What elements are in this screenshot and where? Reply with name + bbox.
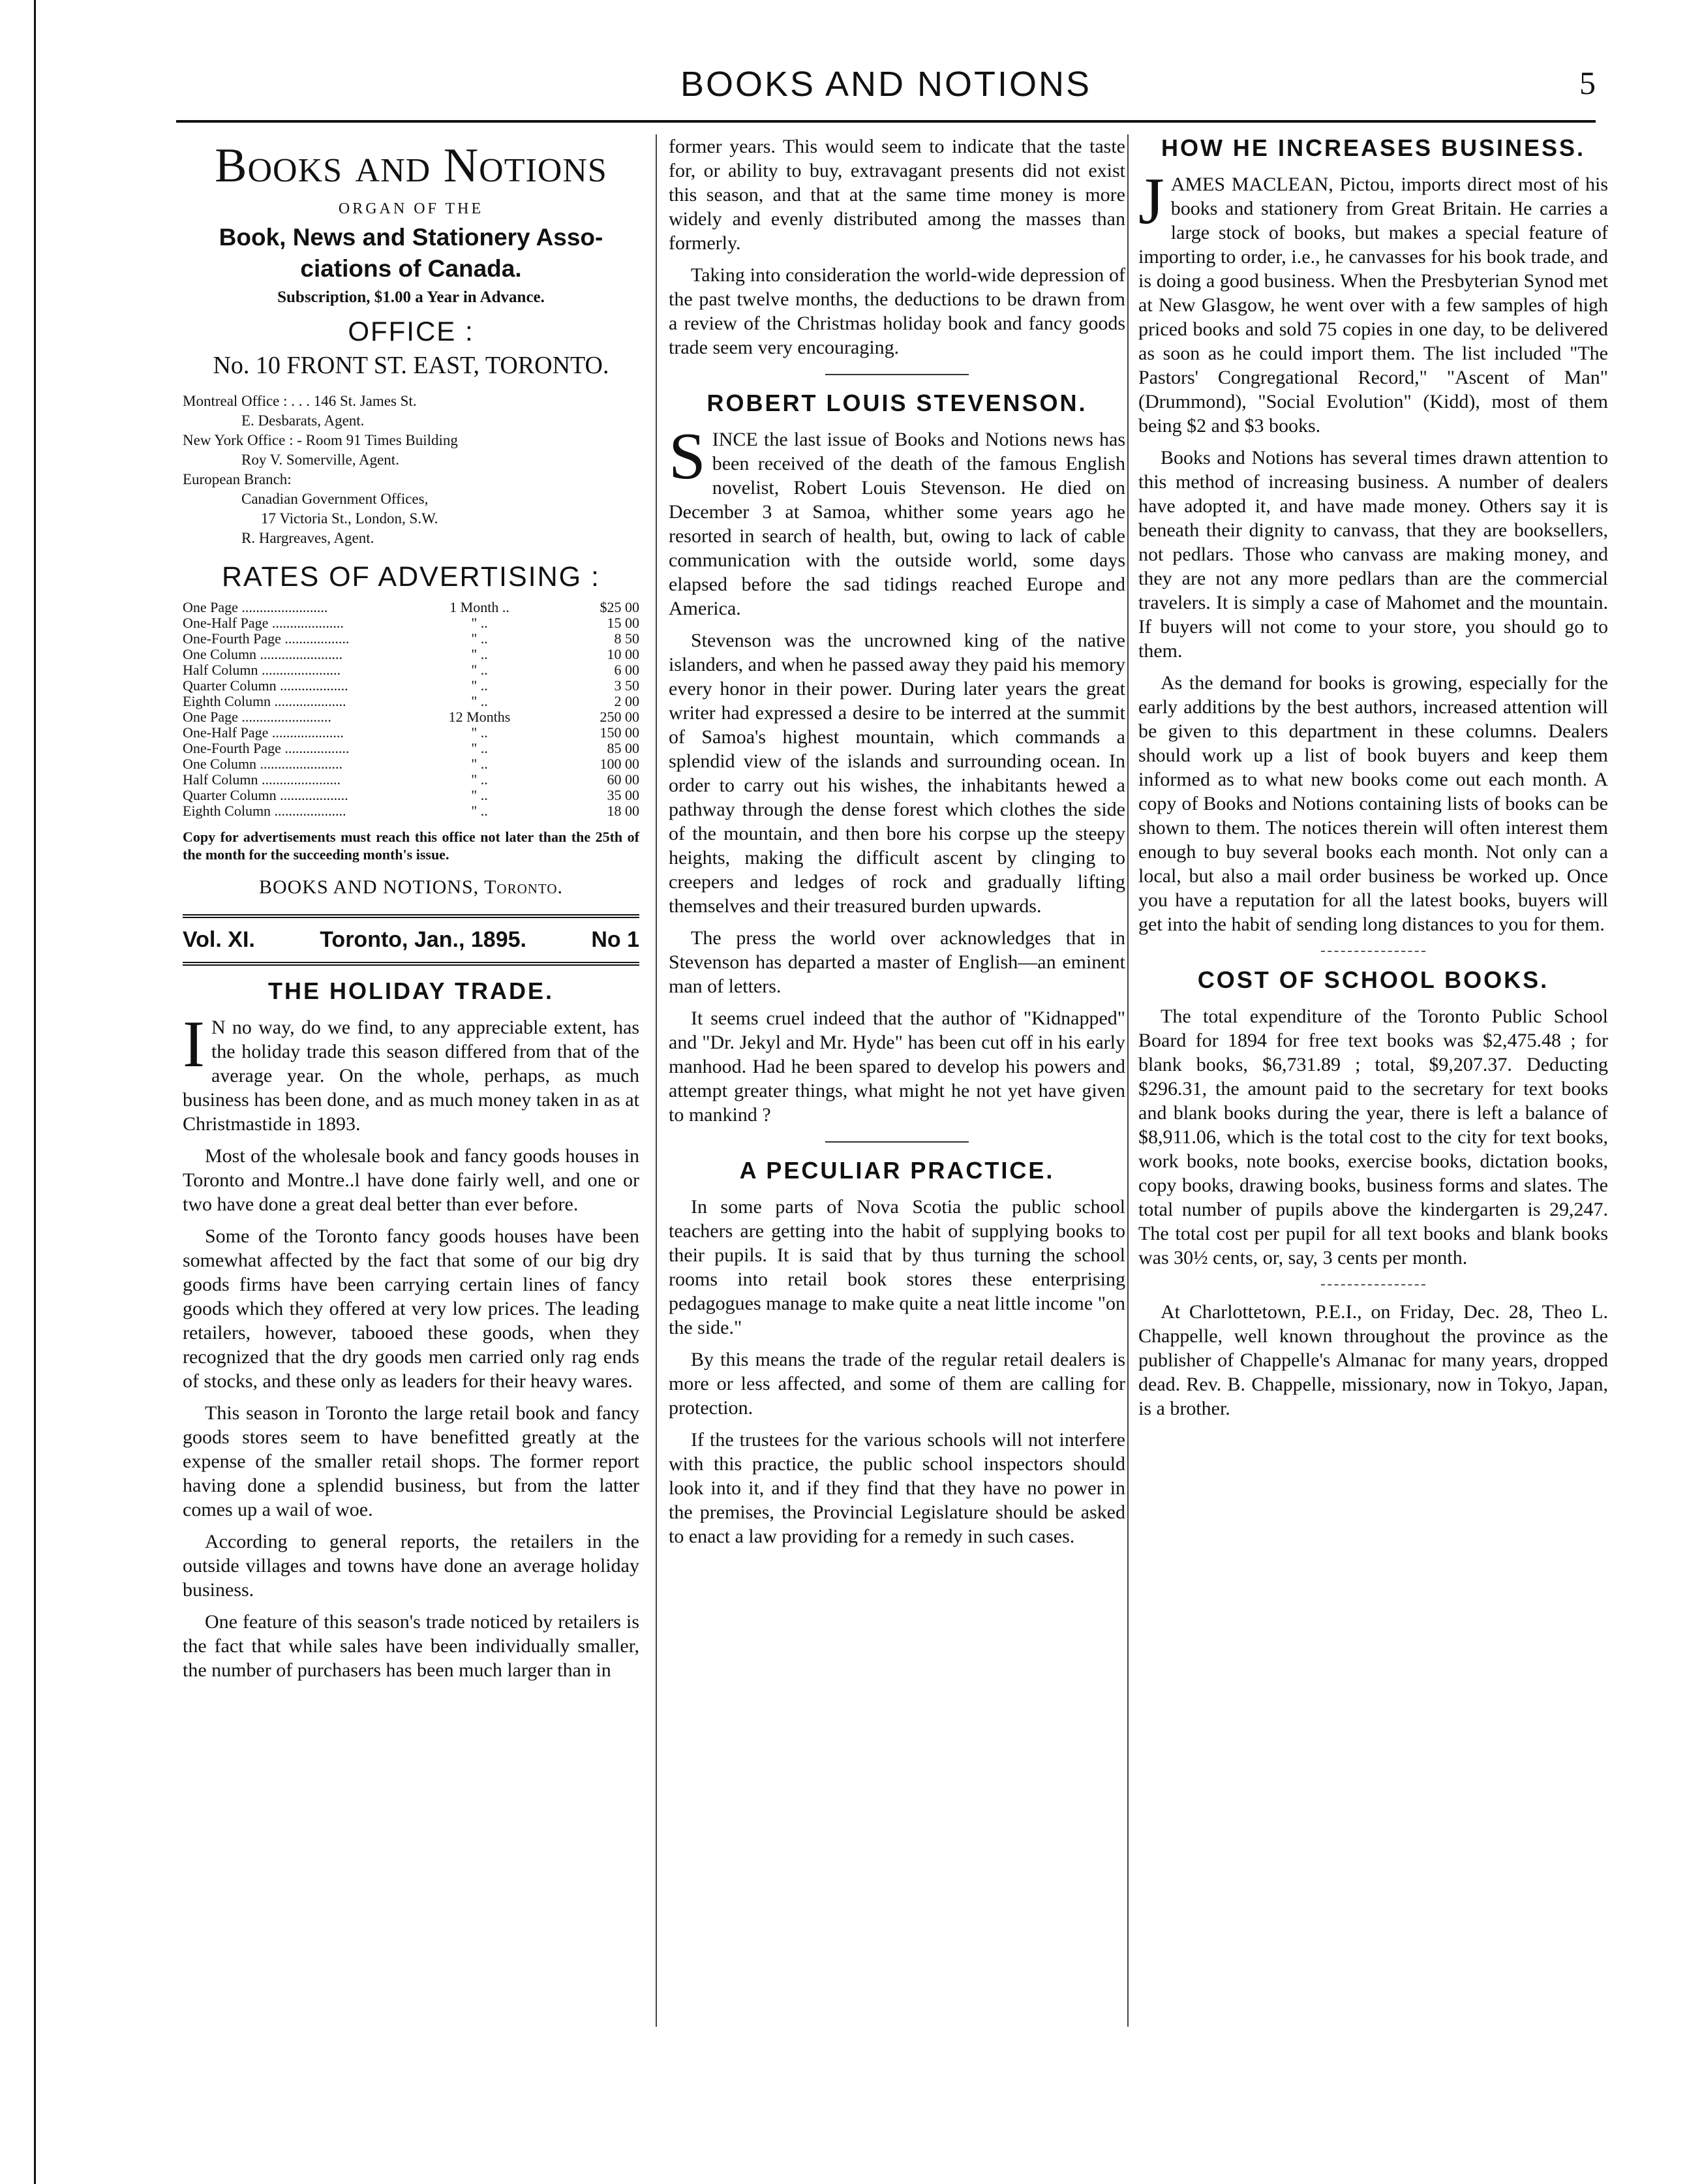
rate-period: " ..: [471, 677, 488, 694]
european-branch: European Branch:: [183, 471, 292, 487]
rate-period: " ..: [471, 615, 488, 631]
rate-item: One-Half Page ....................: [183, 615, 344, 631]
holiday-heading: THE HOLIDAY TRADE.: [267, 977, 555, 1004]
divider: [1321, 951, 1425, 952]
stevenson-dropcap: S: [669, 420, 706, 493]
rates-table: [183, 600, 639, 819]
rate-period: 12 Months: [448, 709, 511, 725]
column-rule-2: [1127, 134, 1129, 2027]
column-3: [1138, 134, 1608, 1428]
chappelle-paragraph: At Charlottetown, P.E.I., on Friday, Dec. 28, Theo L. Chappelle, well known throughout the province as the publisher of Chappelle's Almanac for many years, dropped dead. Rev. B. Chappelle, missionary, now in Tokyo, Japan, is a brother.: [1138, 1301, 1608, 1419]
column-1: [183, 134, 639, 1690]
rate-period: " ..: [471, 787, 488, 803]
peculiar-paragraph-3: If the trustees for the various schools will not interfere with this practice, the public school inspectors should look into it, and if they find that they have no power in the premises, the Provincial Legislature should be asked to enact a law providing for a remedy in such cases.: [669, 1429, 1125, 1547]
rates-row: [183, 662, 639, 678]
stevenson-paragraph-1: SINCE the last issue of Books and Notions news has been received of the death of the famous English novelist, Robert Louis Stevenson. He died on December 3 at Samoa, whither some years ago he resorted in search of health, but, owing to lack of cable communication with the outside world, some days elapsed before the sad tidings reached Europe and America.: [669, 420, 1125, 619]
rates-row: [183, 694, 639, 709]
page-number: 5: [1579, 65, 1596, 101]
issue-number: No 1: [591, 927, 639, 952]
rate-item: Half Column ......................: [183, 662, 341, 678]
rates-row: [183, 678, 639, 694]
rates-row: [183, 600, 639, 615]
peculiar-heading: A PECULIAR PRACTICE.: [739, 1157, 1055, 1184]
office-label: OFFICE :: [348, 316, 474, 346]
rates-row: [183, 803, 639, 819]
holiday-paragraph-1: I N no way, do we find, to any appreciable extent, has the holiday trade this season differed from that of the average year. On the whole, perhaps, as much business has been done, and as much money taken in as at Christmastide in 1893.: [183, 1007, 639, 1135]
rate-price: 6 00: [614, 662, 639, 678]
divider: [825, 374, 969, 375]
association-line-1: Book, News and Stationery Asso-: [219, 224, 603, 251]
rate-period: " ..: [471, 771, 488, 788]
rates-note: Copy for advertisements must reach this office not later than the 25th of the month for the succeeding month's issue.: [183, 829, 639, 863]
increase-dropcap: J: [1138, 164, 1164, 238]
rate-item: Quarter Column ...................: [183, 787, 348, 803]
scan-edge: [34, 0, 36, 2184]
header-rule: [176, 120, 1596, 123]
rate-period: " ..: [471, 724, 488, 741]
rate-price: 8 50: [614, 630, 639, 647]
rate-price: 100 00: [600, 756, 639, 772]
volume-date: Toronto, Jan., 1895.: [320, 927, 526, 952]
rates-row: [183, 772, 639, 788]
rate-price: 60 00: [607, 771, 639, 788]
rate-item: One Column .......................: [183, 646, 343, 662]
montreal-agent: E. Desbarats, Agent.: [241, 412, 365, 429]
holiday-paragraph-6: One feature of this season's trade noticed by retailers is the fact that while sales have been individually smaller, the number of purchasers has been much larger than in: [183, 1611, 639, 1681]
increase-paragraph-2: Books and Notions has several times drawn attention to this method of increasing business. A number of dealers have adopted it, and have made money. Others say it is beneath their dignity to canvass, that they are booksellers, not pedlars. Those who canvass are making money, and they are not any more pedlars than are the commercial travelers. It is simply a case of Mahomet and the mountain. If buyers will not come to your store, you should go to them.: [1138, 447, 1608, 662]
office-address: No. 10 FRONT ST. EAST, TORONTO.: [213, 352, 609, 379]
rates-row: [183, 788, 639, 803]
rate-price: 3 50: [614, 677, 639, 694]
rates-row: [183, 631, 639, 647]
rate-period: " ..: [471, 662, 488, 678]
divider: [1321, 1284, 1425, 1285]
stevenson-heading: ROBERT LOUIS STEVENSON.: [707, 390, 1087, 416]
association-line-2: ciations of Canada.: [300, 255, 522, 282]
rates-row: [183, 615, 639, 631]
stevenson-paragraph-4: It seems cruel indeed that the author of "Kidnapped" and "Dr. Jekyl and Mr. Hyde" has been cut off in his early manhood. Had he been spared to develop his powers and attempt greater things, what might he not yet have given to mankind ?: [669, 1007, 1125, 1126]
rate-period: " ..: [471, 630, 488, 647]
peculiar-paragraph-2: By this means the trade of the regular retail dealers is more or less affected, and some of them are calling for protection.: [669, 1349, 1125, 1419]
holiday-dropcap: I: [183, 1007, 205, 1081]
rates-row: [183, 725, 639, 741]
rate-price: 35 00: [607, 787, 639, 803]
rate-price: 150 00: [600, 724, 639, 741]
holiday-paragraph-3: Some of the Toronto fancy goods houses have been somewhat affected by the fact that some of our big dry goods firms have been carrying certain lines of fancy goods which they offered at very low prices. The leading retailers, however, tabooed these goods, when they recognized that the dry goods men carried only rag ends of stocks, and these only as leaders for their heavy wares.: [183, 1225, 639, 1392]
rate-item: One-Fourth Page ..................: [183, 740, 350, 756]
rate-item: Eighth Column ....................: [183, 803, 346, 819]
european-address: 17 Victoria St., London, S.W.: [261, 510, 438, 527]
organ-line: ORGAN OF THE: [338, 200, 484, 217]
holiday-paragraph-2: Most of the wholesale book and fancy goods houses in Toronto and Montre..l have done fairly well, and one or two have done a great deal better than ever before.: [183, 1145, 639, 1215]
rate-price: 15 00: [607, 615, 639, 631]
newyork-agent: Roy V. Somerville, Agent.: [241, 452, 399, 468]
rates-row: [183, 709, 639, 725]
subscription-line: Subscription, $1.00 a Year in Advance.: [277, 288, 545, 306]
holiday-paragraph-5: According to general reports, the retailers in the outside villages and towns have done an average holiday business.: [183, 1531, 639, 1601]
rates-row: [183, 756, 639, 772]
rate-price: 85 00: [607, 740, 639, 756]
stevenson-paragraph-2: Stevenson was the uncrowned king of the native islanders, and when he passed away they paid his memory every honor in their power. During later years the great writer had expressed a desire to be interred at the summit of Samoa's highest mountain, which commands a splendid view of the islands and surrounding ocean. In order to carry out his wishes, the inhabitants hewed a pathway through the dense forest which clothes the side of the mountain, and then bore his corpse up the steepy heights, making the difficult ascent by clinging to creepers and ledges of rock and gradually lifting themselves and their treasured burden upwards.: [669, 630, 1125, 917]
rate-item: One Page ........................: [183, 599, 328, 615]
school-paragraph-1: The total expenditure of the Toronto Public School Board for 1894 for free text books was $2,475.48 ; for blank books, $6,731.89 ; total, $9,207.37. Deducting $296.31, the amount paid to the secretary for text books and blank books during the year, there is left a balance of $8,911.06, which is the total cost to the city for text books, work books, note books, exercise books, dictation books, copy books, drawing books, business forms and slates. The total number of pupils above the kindergarten is 29,247. The total cost per pupil for all text books and blank books was 30½ cents, or, say, 3 cents per month.: [1138, 1006, 1608, 1269]
masthead-title: Books and Notions: [215, 139, 607, 192]
rate-period: " ..: [471, 646, 488, 662]
rates-row: [183, 741, 639, 756]
european-office: Canadian Government Offices,: [241, 491, 429, 507]
holiday-paragraph-8: Taking into consideration the world-wide depression of the past twelve months, the deductions to be drawn from a review of the Christmas holiday book and fancy goods trade seem very encouraging.: [669, 264, 1125, 358]
rate-item: One-Fourth Page ..................: [183, 630, 350, 647]
rate-period: 1 Month ..: [449, 599, 509, 615]
rate-item: One-Half Page ....................: [183, 724, 344, 741]
increase-paragraph-3: As the demand for books is growing, especially for the early additions by the best authors, increased attention will be given to this department in these columns. Dealers should work up a list of book buyers and keep them informed as to what new books come out each month. A copy of Books and Notions containing lists of books can be shown to them. The notices therein will often interest them enough to buy several books each month. Not only can a local, but also a mail order business be worked up. Once you have a reputation for all the latest books, buyers will get into the habit of sending long distances to you for them.: [1138, 672, 1608, 935]
rate-price: 2 00: [614, 693, 639, 709]
newyork-office: New York Office : - Room 91 Times Building: [183, 432, 458, 448]
divider: [825, 1141, 969, 1143]
rate-item: One Column .......................: [183, 756, 343, 772]
rate-price: $25 00: [600, 599, 639, 615]
running-title: BOOKS AND NOTIONS: [680, 65, 1092, 104]
rate-item: Quarter Column ...................: [183, 677, 348, 694]
rate-item: One Page .........................: [183, 709, 331, 725]
school-heading: COST OF SCHOOL BOOKS.: [1197, 966, 1549, 993]
volume-bar: [183, 914, 639, 966]
rate-period: " ..: [471, 740, 488, 756]
increase-paragraph-1: JAMES MACLEAN, Pictou, imports direct most of his books and stationery from Great Britain. He carries a large stock of books, but makes a special feature of importing to order, i.e., he canvasses for his book trade, and is doing a good business. When the Presbyterian Synod met at New Glasgow, he went over with a few samples of high priced books and sold 75 copies in one day, to be delivered as soon as he could import them. The list included "The Pastors' Congregational Record," "Ascent of Man" (Drummond), "Social Evolution" (Kidd), most of them being $2 and $3 books.: [1138, 164, 1608, 437]
rate-price: 10 00: [607, 646, 639, 662]
rate-price: 18 00: [607, 803, 639, 819]
rates-row: [183, 647, 639, 662]
rate-price: 250 00: [600, 709, 639, 725]
increase-heading: HOW HE INCREASES BUSINESS.: [1161, 134, 1586, 161]
column-2: [669, 134, 1125, 1556]
holiday-paragraph-7: former years. This would seem to indicate that the taste for, or ability to buy, extravagant presents did not exist this season, and that at the same time money is more widely and evenly distributed among the masses than formerly.: [669, 136, 1125, 254]
publisher-signature: BOOKS AND NOTIONS, Toronto.: [258, 876, 564, 898]
rate-period: " ..: [471, 803, 488, 819]
rate-item: Half Column ......................: [183, 771, 341, 788]
rates-heading: RATES OF ADVERTISING :: [221, 561, 600, 592]
rate-period: " ..: [471, 756, 488, 772]
holiday-paragraph-4: This season in Toronto the large retail book and fancy goods stores seem to have benefitted greatly at the expense of the smaller retail shops. The former report having done a splendid business, but from the latter comes up a wail of woe.: [183, 1402, 639, 1520]
peculiar-paragraph-1: In some parts of Nova Scotia the public school teachers are getting into the habit of supplying books to their pupils. It is said that by thus turning the school rooms into retail book stores these enterprising pedagogues manage to make quite a neat little income "on the side.": [669, 1196, 1125, 1338]
rate-item: Eighth Column ....................: [183, 693, 346, 709]
volume-number: Vol. XI.: [183, 927, 255, 952]
stevenson-paragraph-3: The press the world over acknowledges that in Stevenson has departed a master of English—an eminent man of letters.: [669, 927, 1125, 997]
montreal-office: Montreal Office : . . . 146 St. James St.: [183, 393, 417, 409]
column-rule-1: [656, 134, 657, 2027]
running-head: [176, 60, 1596, 125]
european-agent: R. Hargreaves, Agent.: [241, 530, 374, 546]
rate-period: " ..: [471, 693, 488, 709]
